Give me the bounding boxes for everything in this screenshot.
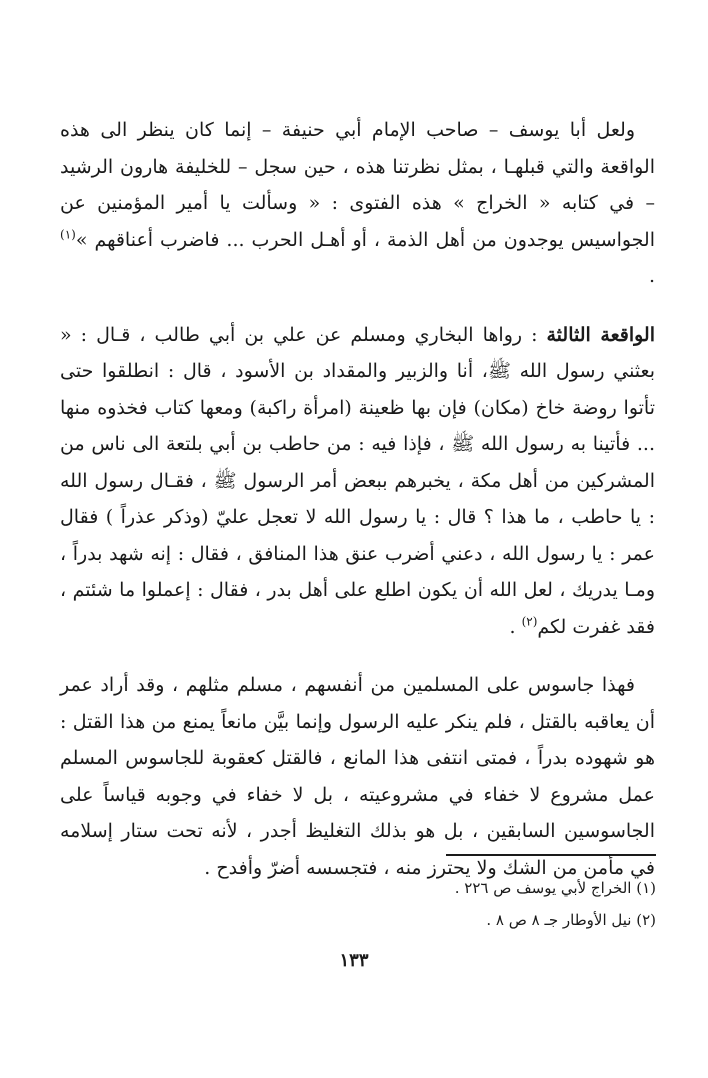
paragraph-2-tail: . bbox=[509, 615, 522, 638]
paragraph-2-text: : رواها البخاري ومسلم عن علي بن أبي طالب ، قـال : « بعثني رسول الله ﷺ، أنا والزبير والمقداد بن الأسود ، قال : انطلقوا حتى تأتوا روضة خاخ (مكان) فإن بها ظعينة (امرأة راكبة) ومعها كتاب فخذوه منها ... فأتينا به رسول الله ﷺ ، فإذا فيه : من حاطب بن أبي بلتعة الى ناس من المشركين من أهل مكة ، يخبرهم ببعض أمر الرسول ﷺ ، فقـال رسول الله : يا حاطب ، ما هذا ؟ قال : يا رسول الله لا تعجل عليّ (وذكر عذراً ) فقال عمر : يا رسول الله ، دعني أضرب عنق هذا المنافق ، فقال : إنه شهد بدراً ، ومـا يدريك ، لعل الله أن يكون اطلع على أهل بدر ، فقال : إعملوا ما شئتم ، فقد غفرت لكم bbox=[60, 323, 655, 638]
footnote-2: (٢) نيل الأوطار جـ ٨ ص ٨ . bbox=[486, 911, 656, 929]
paragraph-1 bbox=[60, 112, 655, 295]
page-number: ١٣٣ bbox=[339, 950, 369, 971]
footnotes bbox=[256, 872, 656, 936]
section-heading-third-incident: الواقعة الثالثة bbox=[546, 323, 655, 346]
paragraph-1-tail: . bbox=[648, 265, 655, 287]
paragraph-2 bbox=[60, 317, 655, 646]
footnote-divider bbox=[446, 854, 656, 856]
page-body bbox=[60, 112, 655, 908]
footnote-1: (١) الخراج لأبي يوسف ص ٢٢٦ . bbox=[454, 879, 656, 897]
footnote-ref-1[interactable]: (١) bbox=[60, 227, 76, 242]
paragraph-3-text: فهذا جاسوس على المسلمين من أنفسهم ، مسلم مثلهم ، وقد أراد عمر أن يعاقبه بالقتل ، فلم ينكر عليه الرسول وإنما بيَّن مانعاً يمنع من هذا القتل : هو شهوده بدراً ، فمتى انتفى هذا المانع ، فالقتل كعقوبة للجاسوس المسلم عمل مشروع لا خفاء في مشروعيته ، بل لا خفاء في وجوبه قياساً على الجاسوسين السابقين ، بل هو بذلك التغليظ أجدر ، لأنه تحت ستار إسلامه في مأمن من الشك ولا يحترز منه ، فتجسسه أضرّ وأفدح . bbox=[60, 674, 655, 879]
paragraph-1-text: ولعل أبا يوسف – صاحب الإمام أبي حنيفة – إنما كان ينظر الى هذه الواقعة والتي قبلهـا ، بمثل نظرتنا هذه ، حين سجل – للخليفة هارون الرشيد – في كتابه « الخراج » هذه الفتوى : « وسألت يا أمير المؤمنين عن الجواسيس يوجدون من أهل الذمة ، أو أهـل الحرب ... فاضرب أعناقهم » bbox=[60, 119, 655, 251]
footnote-ref-2[interactable]: (٢) bbox=[521, 614, 538, 629]
